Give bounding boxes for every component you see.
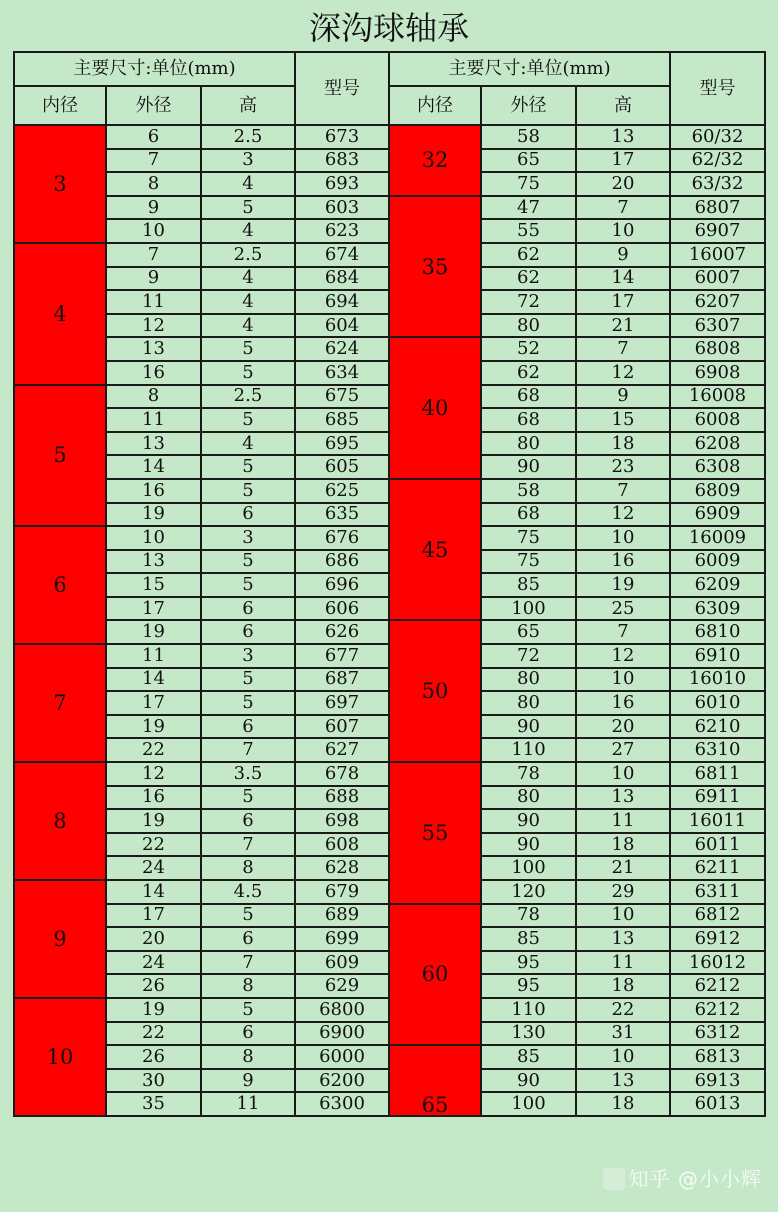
height-left: 2.5 [201,385,295,409]
outer-diameter-left: 26 [106,1045,201,1069]
model-number-right: 6913 [670,1069,765,1093]
model-number-right: 6309 [670,597,765,621]
inner-diameter-left: 7 [14,644,106,762]
header-outer-left: 外径 [106,86,201,125]
model-number-left: 674 [295,243,389,267]
outer-diameter-left: 8 [106,172,201,196]
outer-diameter-left: 15 [106,573,201,597]
model-number-right: 6207 [670,290,765,314]
model-number-left: 6200 [295,1069,389,1093]
model-number-right: 6208 [670,432,765,456]
model-number-left: 628 [295,856,389,880]
outer-diameter-left: 22 [106,1022,201,1046]
outer-diameter-left: 26 [106,974,201,998]
outer-diameter-right: 62 [481,267,576,291]
outer-diameter-left: 19 [106,503,201,527]
height-right: 25 [576,597,670,621]
outer-diameter-left: 8 [106,385,201,409]
outer-diameter-left: 6 [106,125,201,149]
outer-diameter-right: 68 [481,408,576,432]
height-right: 12 [576,503,670,527]
model-number-right: 16012 [670,951,765,975]
outer-diameter-left: 17 [106,904,201,928]
outer-diameter-left: 13 [106,432,201,456]
height-left: 5 [201,455,295,479]
model-number-left: 623 [295,219,389,243]
outer-diameter-left: 14 [106,668,201,692]
height-left: 4 [201,314,295,338]
outer-diameter-right: 80 [481,314,576,338]
height-right: 17 [576,149,670,173]
height-right: 9 [576,385,670,409]
outer-diameter-left: 19 [106,809,201,833]
model-number-right: 16008 [670,385,765,409]
outer-diameter-right: 90 [481,833,576,857]
model-number-right: 6212 [670,998,765,1022]
outer-diameter-right: 68 [481,385,576,409]
height-right: 21 [576,856,670,880]
height-right: 10 [576,1045,670,1069]
model-number-left: 699 [295,927,389,951]
outer-diameter-left: 7 [106,149,201,173]
outer-diameter-right: 90 [481,809,576,833]
outer-diameter-left: 16 [106,479,201,503]
bearing-table [13,51,766,1117]
model-number-right: 6013 [670,1092,765,1116]
height-left: 4 [201,432,295,456]
outer-diameter-left: 17 [106,691,201,715]
height-right: 7 [576,479,670,503]
outer-diameter-left: 16 [106,361,201,385]
height-left: 7 [201,833,295,857]
model-number-left: 6900 [295,1022,389,1046]
outer-diameter-left: 24 [106,856,201,880]
header-outer-right: 外径 [481,86,576,125]
outer-diameter-right: 80 [481,432,576,456]
inner-diameter-left: 3 [14,125,106,243]
outer-diameter-right: 58 [481,125,576,149]
inner-diameter-left: 9 [14,880,106,998]
model-number-right: 6813 [670,1045,765,1069]
height-left: 6 [201,715,295,739]
height-left: 2.5 [201,243,295,267]
outer-diameter-left: 30 [106,1069,201,1093]
model-number-right: 6008 [670,408,765,432]
height-right: 18 [576,1092,670,1116]
model-number-right: 6911 [670,786,765,810]
model-number-left: 626 [295,620,389,644]
height-left: 5 [201,196,295,220]
outer-diameter-right: 68 [481,503,576,527]
height-left: 6 [201,1022,295,1046]
outer-diameter-left: 19 [106,715,201,739]
outer-diameter-right: 75 [481,550,576,574]
height-left: 6 [201,927,295,951]
model-number-left: 634 [295,361,389,385]
inner-diameter-right: 60 [389,904,481,1046]
height-right: 18 [576,432,670,456]
model-number-right: 62/32 [670,149,765,173]
model-number-right: 6011 [670,833,765,857]
outer-diameter-right: 95 [481,951,576,975]
outer-diameter-left: 14 [106,455,201,479]
height-right: 13 [576,125,670,149]
height-right: 17 [576,290,670,314]
header-model-left: 型号 [295,52,389,125]
height-left: 4 [201,290,295,314]
outer-diameter-right: 120 [481,880,576,904]
model-number-right: 6808 [670,337,765,361]
table-row [14,904,765,928]
outer-diameter-right: 110 [481,998,576,1022]
model-number-right: 6909 [670,503,765,527]
height-left: 5 [201,904,295,928]
table-row [14,1045,765,1069]
model-number-right: 6311 [670,880,765,904]
height-left: 3 [201,149,295,173]
outer-diameter-left: 11 [106,408,201,432]
height-right: 7 [576,196,670,220]
outer-diameter-left: 13 [106,550,201,574]
model-number-right: 6009 [670,550,765,574]
height-left: 5 [201,337,295,361]
model-number-left: 675 [295,385,389,409]
outer-diameter-right: 58 [481,479,576,503]
model-number-right: 6807 [670,196,765,220]
outer-diameter-left: 17 [106,597,201,621]
model-number-left: 6000 [295,1045,389,1069]
model-number-left: 629 [295,974,389,998]
height-right: 13 [576,927,670,951]
outer-diameter-right: 62 [481,243,576,267]
height-right: 20 [576,715,670,739]
outer-diameter-right: 62 [481,361,576,385]
model-number-right: 6810 [670,620,765,644]
inner-diameter-left: 5 [14,385,106,527]
outer-diameter-left: 22 [106,738,201,762]
outer-diameter-left: 19 [106,998,201,1022]
outer-diameter-right: 72 [481,644,576,668]
zhihu-logo-icon [603,1168,625,1190]
height-left: 3 [201,644,295,668]
height-right: 7 [576,620,670,644]
height-right: 20 [576,172,670,196]
outer-diameter-right: 90 [481,715,576,739]
inner-diameter-left: 10 [14,998,106,1116]
height-left: 4 [201,267,295,291]
model-number-left: 624 [295,337,389,361]
outer-diameter-right: 85 [481,573,576,597]
outer-diameter-left: 20 [106,927,201,951]
height-right: 10 [576,762,670,786]
model-number-left: 696 [295,573,389,597]
outer-diameter-left: 14 [106,880,201,904]
model-number-right: 6212 [670,974,765,998]
model-number-left: 673 [295,125,389,149]
model-number-left: 693 [295,172,389,196]
height-right: 10 [576,668,670,692]
height-left: 5 [201,479,295,503]
outer-diameter-right: 90 [481,1069,576,1093]
outer-diameter-left: 9 [106,196,201,220]
height-left: 5 [201,550,295,574]
model-number-left: 685 [295,408,389,432]
height-right: 16 [576,550,670,574]
height-left: 2.5 [201,125,295,149]
model-number-right: 6312 [670,1022,765,1046]
height-right: 11 [576,809,670,833]
inner-diameter-left: 6 [14,526,106,644]
outer-diameter-right: 130 [481,1022,576,1046]
height-left: 7 [201,951,295,975]
header-inner-right: 内径 [389,86,481,125]
model-number-left: 688 [295,786,389,810]
model-number-right: 6310 [670,738,765,762]
model-number-right: 60/32 [670,125,765,149]
model-number-right: 6209 [670,573,765,597]
outer-diameter-left: 11 [106,644,201,668]
model-number-right: 6010 [670,691,765,715]
table-row [14,125,765,149]
outer-diameter-right: 100 [481,856,576,880]
outer-diameter-right: 75 [481,172,576,196]
height-right: 7 [576,337,670,361]
outer-diameter-right: 85 [481,927,576,951]
model-number-right: 63/32 [670,172,765,196]
table-body [14,125,765,1116]
outer-diameter-left: 16 [106,786,201,810]
height-right: 29 [576,880,670,904]
outer-diameter-right: 100 [481,597,576,621]
model-number-left: 695 [295,432,389,456]
model-number-left: 6300 [295,1092,389,1116]
model-number-left: 677 [295,644,389,668]
inner-diameter-left: 4 [14,243,106,385]
table-row [14,479,765,503]
height-right: 31 [576,1022,670,1046]
height-right: 13 [576,1069,670,1093]
outer-diameter-right: 80 [481,691,576,715]
model-number-left: 697 [295,691,389,715]
model-number-left: 678 [295,762,389,786]
height-left: 7 [201,738,295,762]
model-number-right: 6809 [670,479,765,503]
model-number-left: 676 [295,526,389,550]
inner-diameter-right: 35 [389,196,481,338]
height-left: 5 [201,668,295,692]
outer-diameter-left: 24 [106,951,201,975]
height-right: 27 [576,738,670,762]
header-height-right: 高 [576,86,670,125]
inner-diameter-right: 40 [389,337,481,479]
watermark-text: 知乎 @小小辉 [628,1167,762,1191]
height-right: 12 [576,361,670,385]
height-right: 10 [576,904,670,928]
outer-diameter-right: 85 [481,1045,576,1069]
outer-diameter-left: 13 [106,337,201,361]
height-left: 11 [201,1092,295,1116]
height-left: 3 [201,526,295,550]
height-right: 13 [576,786,670,810]
outer-diameter-right: 55 [481,219,576,243]
model-number-right: 6811 [670,762,765,786]
inner-diameter-right: 65 [389,1045,481,1116]
outer-diameter-right: 47 [481,196,576,220]
header-model-right: 型号 [670,52,765,125]
inner-diameter-right: 55 [389,762,481,904]
model-number-left: 608 [295,833,389,857]
height-left: 4 [201,219,295,243]
height-left: 5 [201,573,295,597]
outer-diameter-right: 65 [481,620,576,644]
outer-diameter-left: 22 [106,833,201,857]
height-right: 10 [576,219,670,243]
model-number-left: 606 [295,597,389,621]
model-number-right: 16007 [670,243,765,267]
model-number-right: 6912 [670,927,765,951]
header-height-left: 高 [201,86,295,125]
outer-diameter-right: 75 [481,526,576,550]
inner-diameter-right: 32 [389,125,481,196]
height-right: 16 [576,691,670,715]
header-dimensions-left: 主要尺寸:单位(mm) [14,52,295,86]
model-number-left: 604 [295,314,389,338]
table-row [14,337,765,361]
model-number-left: 603 [295,196,389,220]
model-number-left: 6800 [295,998,389,1022]
outer-diameter-left: 11 [106,290,201,314]
height-right: 14 [576,267,670,291]
height-right: 11 [576,951,670,975]
header-inner-left: 内径 [14,86,106,125]
outer-diameter-right: 78 [481,904,576,928]
height-left: 4 [201,172,295,196]
model-number-left: 683 [295,149,389,173]
height-left: 5 [201,361,295,385]
inner-diameter-left: 8 [14,762,106,880]
height-left: 5 [201,998,295,1022]
model-number-right: 16009 [670,526,765,550]
height-left: 9 [201,1069,295,1093]
height-right: 10 [576,526,670,550]
outer-diameter-left: 10 [106,526,201,550]
model-number-left: 627 [295,738,389,762]
model-number-right: 6907 [670,219,765,243]
outer-diameter-right: 52 [481,337,576,361]
outer-diameter-right: 72 [481,290,576,314]
model-number-left: 607 [295,715,389,739]
height-left: 8 [201,1045,295,1069]
outer-diameter-right: 90 [481,455,576,479]
height-left: 6 [201,597,295,621]
outer-diameter-right: 78 [481,762,576,786]
outer-diameter-left: 12 [106,762,201,786]
model-number-right: 6308 [670,455,765,479]
height-right: 15 [576,408,670,432]
outer-diameter-right: 80 [481,786,576,810]
inner-diameter-right: 50 [389,620,481,762]
height-left: 8 [201,856,295,880]
height-right: 9 [576,243,670,267]
height-left: 5 [201,691,295,715]
table-row [14,762,765,786]
model-number-right: 16010 [670,668,765,692]
outer-diameter-right: 110 [481,738,576,762]
model-number-left: 689 [295,904,389,928]
table-row [14,620,765,644]
header-dimensions-right: 主要尺寸:单位(mm) [389,52,670,86]
height-right: 12 [576,644,670,668]
height-left: 3.5 [201,762,295,786]
model-number-right: 16011 [670,809,765,833]
height-right: 18 [576,974,670,998]
table-row [14,196,765,220]
model-number-left: 694 [295,290,389,314]
height-left: 6 [201,503,295,527]
watermark [603,1163,762,1192]
model-number-left: 679 [295,880,389,904]
page-title: 深沟球轴承 [308,9,469,47]
model-number-left: 605 [295,455,389,479]
height-left: 6 [201,620,295,644]
inner-diameter-right: 45 [389,479,481,621]
model-number-right: 6910 [670,644,765,668]
height-right: 18 [576,833,670,857]
model-number-left: 686 [295,550,389,574]
model-number-left: 635 [295,503,389,527]
height-right: 22 [576,998,670,1022]
model-number-left: 625 [295,479,389,503]
model-number-right: 6908 [670,361,765,385]
outer-diameter-right: 65 [481,149,576,173]
model-number-right: 6210 [670,715,765,739]
outer-diameter-right: 95 [481,974,576,998]
model-number-left: 609 [295,951,389,975]
model-number-right: 6307 [670,314,765,338]
outer-diameter-right: 100 [481,1092,576,1116]
outer-diameter-left: 7 [106,243,201,267]
outer-diameter-right: 80 [481,668,576,692]
model-number-left: 684 [295,267,389,291]
outer-diameter-left: 35 [106,1092,201,1116]
outer-diameter-left: 9 [106,267,201,291]
height-left: 5 [201,408,295,432]
outer-diameter-left: 10 [106,219,201,243]
height-left: 6 [201,809,295,833]
height-left: 4.5 [201,880,295,904]
model-number-right: 6007 [670,267,765,291]
outer-diameter-left: 12 [106,314,201,338]
height-right: 23 [576,455,670,479]
height-right: 19 [576,573,670,597]
model-number-left: 698 [295,809,389,833]
height-left: 8 [201,974,295,998]
height-right: 21 [576,314,670,338]
model-number-left: 687 [295,668,389,692]
height-left: 5 [201,786,295,810]
outer-diameter-left: 19 [106,620,201,644]
model-number-right: 6211 [670,856,765,880]
model-number-right: 6812 [670,904,765,928]
